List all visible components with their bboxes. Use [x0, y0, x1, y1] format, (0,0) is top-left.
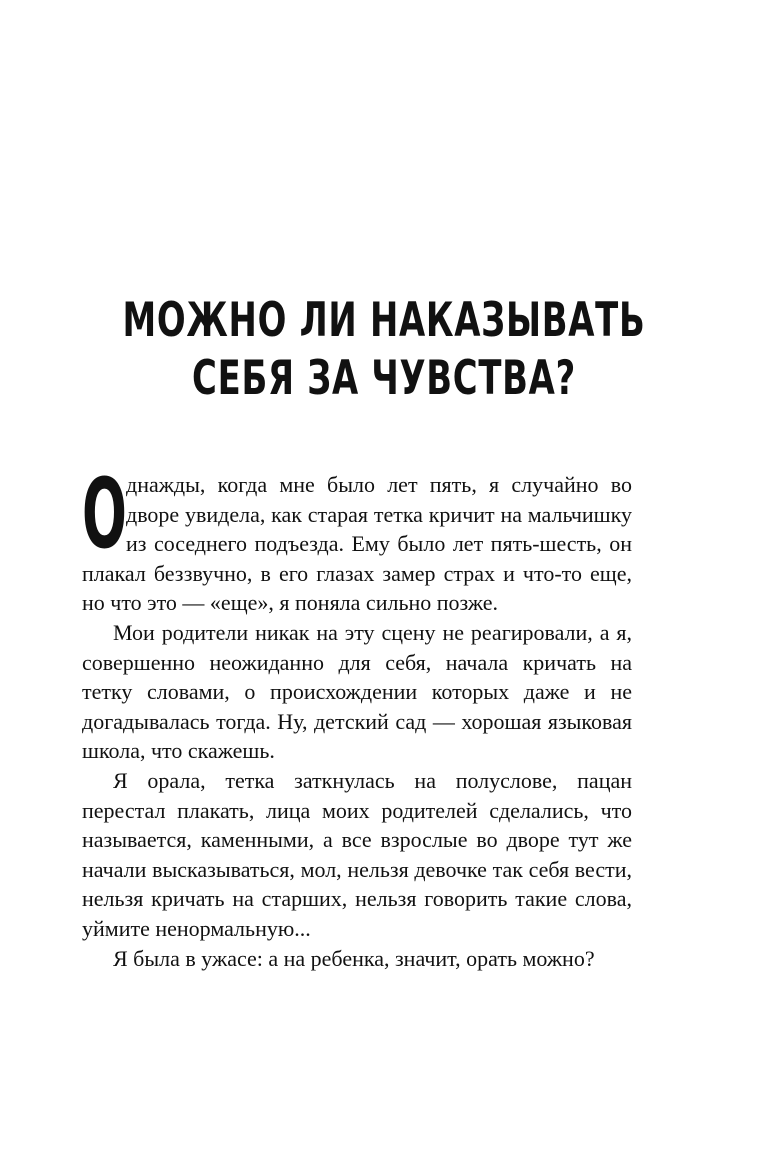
chapter-body [82, 458, 632, 973]
paragraph-2: Мои родители никак на эту сцену не реагировали, а я, совершенно неожиданно для себя, начала кричать на тетку словами, о происхождении которых даже и не догадывалась тогда. Ну, детский сад — хорошая языковая школа, что скажешь. [82, 619, 632, 764]
chapter-title [108, 292, 661, 408]
drop-cap: О [82, 458, 127, 570]
chapter-title-line-1: МОЖНО ЛИ НАКАЗЫВАТЬ [122, 293, 646, 348]
paragraph-1 [82, 458, 632, 618]
paragraph-4: Я была в ужасе: а на ребенка, значит, орать можно? [113, 945, 595, 971]
paragraph-1-text: днажды, когда мне было лет пять, я случайно во дворе увидела, как старая тетка кричит на мальчишку из соседнего подъезда. Ему было лет пять-шесть, он плакал беззвучно, в его глазах замер страх и что-то еще, но что это — «еще», я поняла сильно позже. [82, 472, 632, 616]
paragraph-3: Я орала, тетка заткнулась на полуслове, пацан перестал плакать, лица моих родителей сделались, что называется, каменными, а все взрослые во дворе тут же начали высказываться, мол, нельзя девочке так себя вести, нельзя кричать на старших, нельзя говорить такие слова, уймите ненормальную... [82, 767, 632, 941]
chapter-title-line-2: СЕБЯ ЗА ЧУВСТВА? [192, 351, 576, 406]
